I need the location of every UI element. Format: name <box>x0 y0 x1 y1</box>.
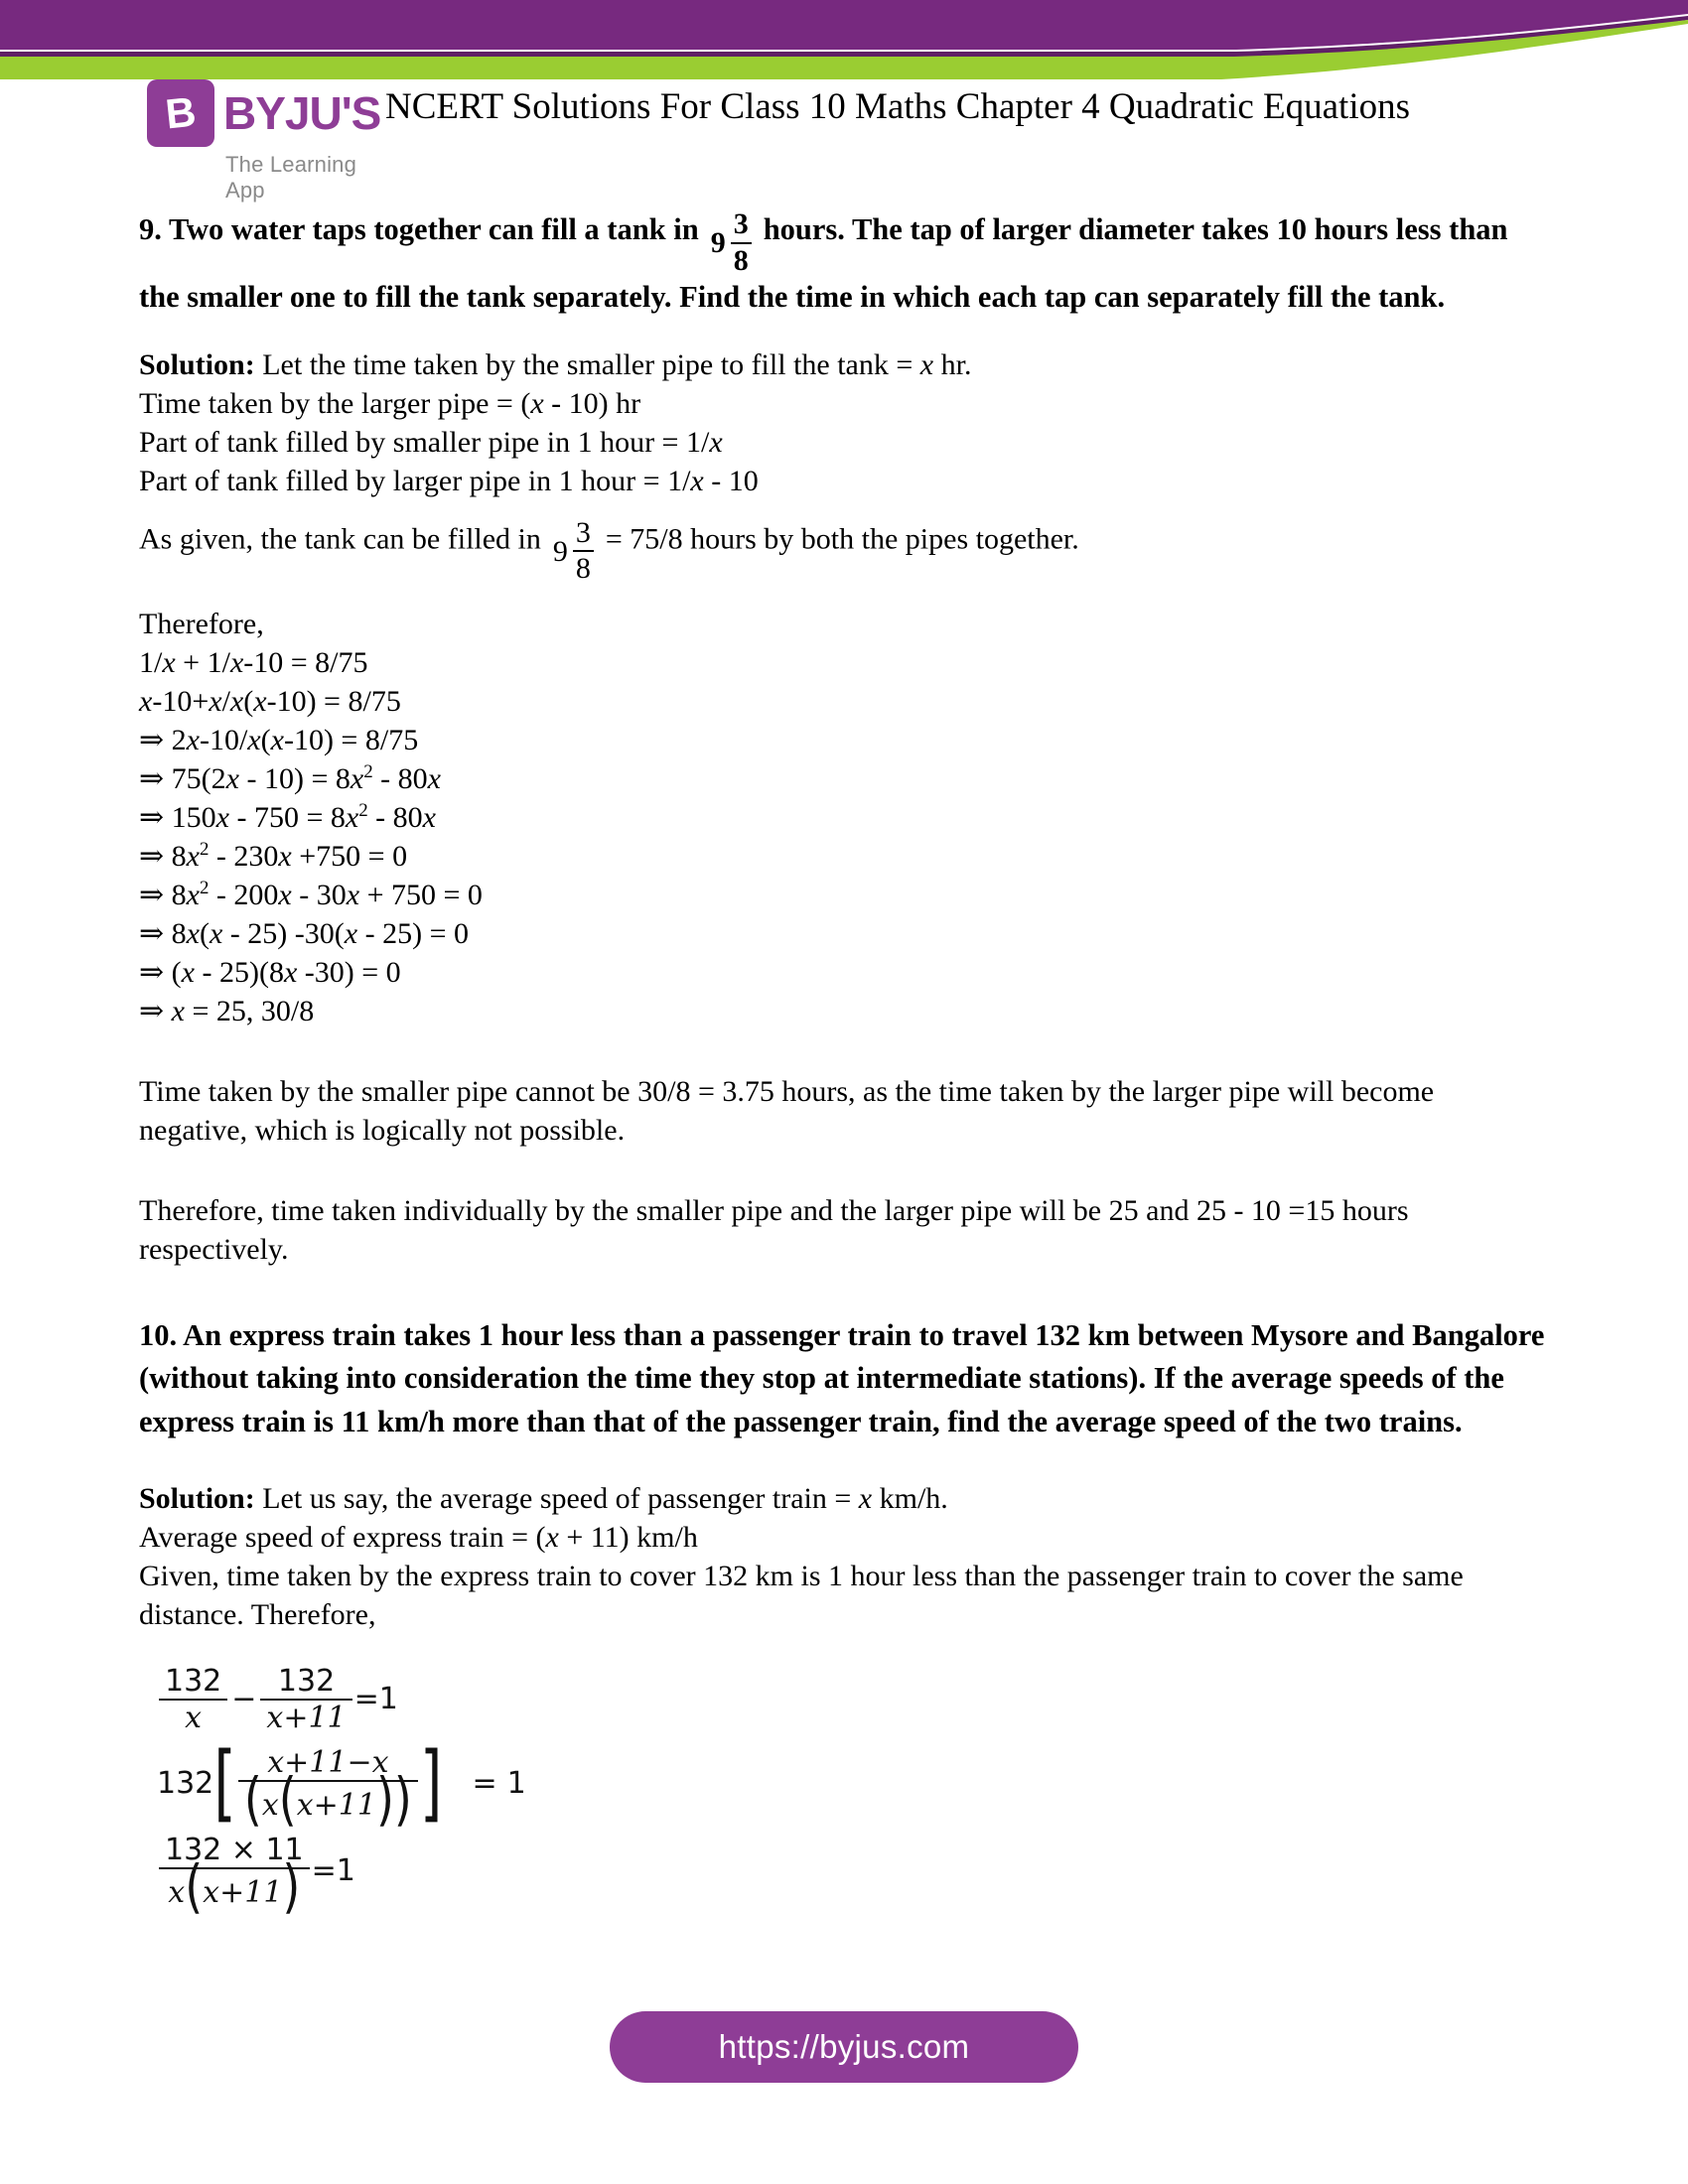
solution-9-line-0 <box>139 345 1549 384</box>
solution-9-text-0: Let the time taken by the smaller pipe to fill the tank = x hr. <box>262 347 972 381</box>
fraction-numerator: 132 × 11 <box>165 1832 304 1867</box>
paren-close: ) <box>282 1852 301 1920</box>
logo-letter: B <box>163 87 199 138</box>
equation-step: ⇒ $75(2x - 10) = 8x^2 - 80x$ <box>139 760 441 795</box>
fraction-numerator: 132 <box>277 1663 336 1699</box>
logo-wordmark: BYJU'S <box>223 87 381 139</box>
byjus-logo <box>147 79 381 203</box>
math-line-2 <box>157 1733 1549 1833</box>
fraction-final <box>159 1832 310 1920</box>
fraction-numerator: 3 <box>733 207 749 241</box>
note-paragraph-9: Time taken by the smaller pipe cannot be 30/8 = 3.75 hours, as the time taken by the larger pipe will become negative, which is logically not possible. <box>139 1074 1435 1147</box>
solution-label: Solution: <box>139 347 255 381</box>
solution-9-line-1: Time taken by the larger pipe = (x - 10) hr <box>139 386 641 420</box>
fraction-whole: 9 <box>552 534 568 568</box>
fraction-numerator: x+11−x <box>267 1744 389 1780</box>
solution-10-line-0 <box>139 1479 1549 1518</box>
math-line-1 <box>157 1664 1549 1735</box>
solution-10-block <box>139 1479 1549 1634</box>
right-hand-side: 1 <box>506 1766 526 1802</box>
solution-10-text-0: Let us say, the average speed of passenger train = x km/h. <box>262 1481 948 1515</box>
equation-step: x-10+x/x(x-10) = 8/75 <box>139 684 401 718</box>
equation-step: ⇒ $8x^2 - 200x - 30x + 750 = 0$ <box>139 877 483 911</box>
equation-step: ⇒ $8x^2 - 230x +750 = 0$ <box>139 838 408 873</box>
paren-open-outer: ( <box>243 1765 262 1833</box>
equals-sign: = <box>353 1682 379 1717</box>
bracket-close: ] <box>419 1733 443 1832</box>
right-hand-side: 1 <box>336 1853 355 1889</box>
fraction-whole: 9 <box>710 225 726 259</box>
paren-open: ( <box>185 1852 204 1920</box>
coefficient-132: 132 <box>157 1766 214 1802</box>
byjus-url-button[interactable]: https://byjus.com <box>610 2011 1078 2083</box>
solution-9-line-2: Part of tank filled by smaller pipe in 1 hour = 1/x <box>139 425 723 459</box>
equation-step: ⇒ 2x-10/x(x-10) = 8/75 <box>139 723 419 756</box>
fraction-part <box>573 515 594 586</box>
document-content <box>139 207 1549 1920</box>
fraction-denominator: 8 <box>733 243 749 277</box>
equals-sign: = <box>472 1766 497 1802</box>
equation-step: ⇒ $150x - 750 = 8x^2 - 80x$ <box>139 799 436 834</box>
math-derivation-10 <box>157 1663 1549 1920</box>
denominator-expr: x+11 <box>203 1874 283 1910</box>
question-9-mixed-fraction <box>711 209 752 276</box>
conclusion-paragraph-9: Therefore, time taken individually by the smaller pipe and the larger pipe will be 25 and 25 - 10 =15 hours respectively. <box>139 1193 1409 1266</box>
logo-tagline: The Learning App <box>225 152 357 203</box>
fraction-denominator <box>238 1765 418 1833</box>
as-given-line <box>139 515 1549 586</box>
as-given-before: As given, the tank can be filled in <box>139 522 541 556</box>
bracket-open: [ <box>213 1733 236 1832</box>
denominator-x: x <box>168 1874 186 1910</box>
fraction-part <box>731 209 752 276</box>
solution-label: Solution: <box>139 1481 255 1515</box>
fraction-denominator: 8 <box>575 552 591 586</box>
solution-9-block <box>139 345 1549 500</box>
question-10-heading: 10. An express train takes 1 hour less than a passenger train to travel 132 km between Mysore and Bangalore (without taking into consideration the time they stop at intermediate stations). If the average speeds of the express train is 11 km/h more than that of the passenger train, find the average speed of the two trains. <box>139 1317 1545 1438</box>
solution-9-line-3: Part of tank filled by larger pipe in 1 hour = 1/x - 10 <box>139 464 759 497</box>
paren-close-outer: ) <box>393 1765 412 1833</box>
fraction-132-over-x-plus-11 <box>260 1664 352 1735</box>
fraction-numerator: 132 <box>165 1663 222 1699</box>
fraction-denominator: x <box>185 1700 203 1735</box>
fraction-denominator: x+11 <box>266 1700 347 1735</box>
equation-step: ⇒ (x - 25)(8x -30) = 0 <box>139 955 401 989</box>
solution-10-line-2: Given, time taken by the express train to cover 132 km is 1 hour less than the passenger train to cover the same distance. Therefore, <box>139 1559 1464 1631</box>
right-hand-side: 1 <box>378 1682 398 1717</box>
equation-step: 1/x + 1/x-10 = 8/75 <box>139 645 368 679</box>
equation-step: ⇒ x = 25, 30/8 <box>139 994 315 1027</box>
therefore-label: Therefore, <box>139 607 264 640</box>
page-title: NCERT Solutions For Class 10 Maths Chapter 4 Quadratic Equations <box>385 86 1411 127</box>
logo-top-row <box>147 79 380 147</box>
fraction-132-over-x <box>159 1664 227 1735</box>
question-9-text-after: hours. The tap of larger diameter takes 10 hours less than the smaller one to fill the tank separately. Find the time in which each tap can separately fill the tank. <box>139 212 1508 315</box>
paren-close-inner: ) <box>375 1765 394 1833</box>
minus-operator: − <box>231 1682 257 1717</box>
denominator-expr: x+11 <box>296 1787 376 1823</box>
fraction-denominator <box>162 1852 306 1920</box>
equation-step: ⇒ 8x(x - 25) -30(x - 25) = 0 <box>139 916 469 950</box>
fraction-combined <box>238 1744 418 1833</box>
document-header <box>0 58 1688 203</box>
solution-10-line-1: Average speed of express train = (x + 11) km/h <box>139 1520 698 1554</box>
purple-band-shape <box>0 0 1688 50</box>
question-9-heading <box>139 208 1549 320</box>
purple-band-edge <box>0 16 1688 62</box>
as-given-mixed-fraction <box>552 515 594 586</box>
denominator-x: x <box>261 1787 279 1823</box>
as-given-after: = 75/8 hours by both the pipes together. <box>605 522 1079 556</box>
math-line-3 <box>157 1832 1549 1920</box>
equals-sign: = <box>311 1853 337 1889</box>
paren-open-inner: ( <box>278 1765 297 1833</box>
question-9-text-before: 9. Two water taps together can fill a tank in <box>139 212 699 246</box>
equation-steps-9 <box>139 605 1549 1030</box>
byjus-b-icon <box>147 79 214 147</box>
fraction-numerator: 3 <box>575 515 591 549</box>
